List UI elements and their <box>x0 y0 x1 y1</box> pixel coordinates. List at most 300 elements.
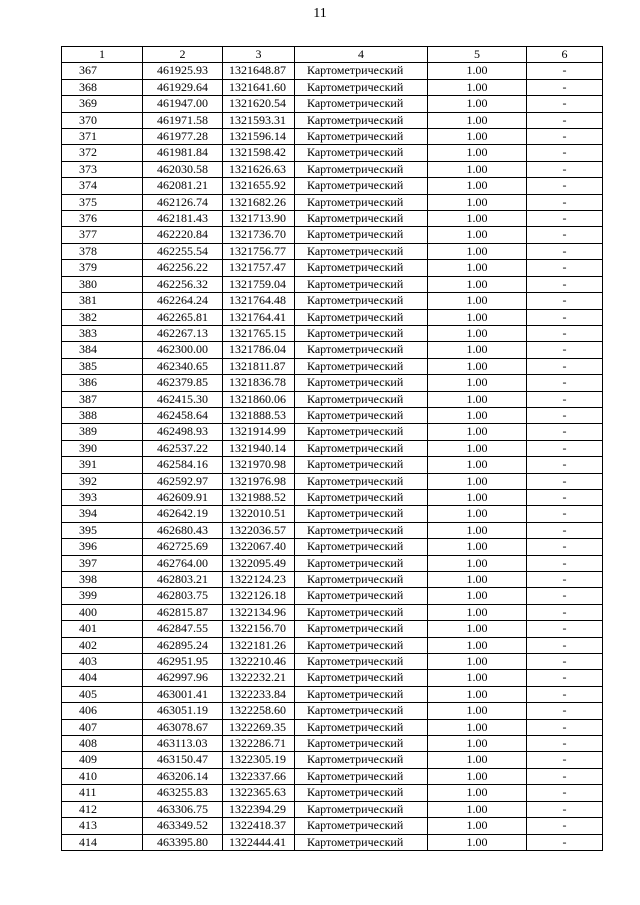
point-number-cell: 410 <box>62 768 143 784</box>
x-coordinate-cell: 462030.58 <box>143 161 223 177</box>
x-coordinate-cell: 462584.16 <box>143 457 223 473</box>
point-number-cell: 407 <box>62 719 143 735</box>
x-coordinate-cell: 462126.74 <box>143 194 223 210</box>
y-coordinate-cell: 1321940.14 <box>223 440 295 456</box>
accuracy-cell: 1.00 <box>428 506 527 522</box>
x-coordinate-cell: 461947.00 <box>143 96 223 112</box>
point-number-cell: 373 <box>62 161 143 177</box>
x-coordinate-cell: 462803.21 <box>143 572 223 588</box>
accuracy-cell: 1.00 <box>428 555 527 571</box>
accuracy-cell: 1.00 <box>428 407 527 423</box>
method-cell: Картометрический <box>295 654 428 670</box>
y-coordinate-cell: 1322126.18 <box>223 588 295 604</box>
method-cell: Картометрический <box>295 489 428 505</box>
x-coordinate-cell: 463306.75 <box>143 801 223 817</box>
method-cell: Картометрический <box>295 309 428 325</box>
note-cell: - <box>527 489 603 505</box>
point-number-cell: 398 <box>62 572 143 588</box>
page-number: 11 <box>313 6 327 21</box>
note-cell: - <box>527 424 603 440</box>
accuracy-cell: 1.00 <box>428 276 527 292</box>
y-coordinate-cell: 1322067.40 <box>223 539 295 555</box>
point-number-cell: 379 <box>62 260 143 276</box>
method-cell: Картометрический <box>295 440 428 456</box>
table-row <box>62 309 603 325</box>
table-row <box>62 325 603 341</box>
y-coordinate-cell: 1321641.60 <box>223 79 295 95</box>
accuracy-cell: 1.00 <box>428 358 527 374</box>
accuracy-cell: 1.00 <box>428 768 527 784</box>
table-row <box>62 129 603 145</box>
y-coordinate-cell: 1321786.04 <box>223 342 295 358</box>
point-number-cell: 403 <box>62 654 143 670</box>
table-row <box>62 489 603 505</box>
table-row <box>62 243 603 259</box>
point-number-cell: 397 <box>62 555 143 571</box>
table-row <box>62 637 603 653</box>
method-cell: Картометрический <box>295 243 428 259</box>
y-coordinate-cell: 1321756.77 <box>223 243 295 259</box>
table-row <box>62 785 603 801</box>
note-cell: - <box>527 211 603 227</box>
accuracy-cell: 1.00 <box>428 293 527 309</box>
y-coordinate-cell: 1322269.35 <box>223 719 295 735</box>
table-row <box>62 440 603 456</box>
point-number-cell: 375 <box>62 194 143 210</box>
table-row <box>62 654 603 670</box>
method-cell: Картометрический <box>295 194 428 210</box>
note-cell: - <box>527 375 603 391</box>
table-row <box>62 457 603 473</box>
table-row <box>62 112 603 128</box>
y-coordinate-cell: 1321682.26 <box>223 194 295 210</box>
note-cell: - <box>527 112 603 128</box>
point-number-cell: 368 <box>62 79 143 95</box>
note-cell: - <box>527 555 603 571</box>
point-number-cell: 391 <box>62 457 143 473</box>
table-row <box>62 834 603 850</box>
point-number-cell: 386 <box>62 375 143 391</box>
column-header: 3 <box>223 47 295 63</box>
method-cell: Картометрический <box>295 588 428 604</box>
table-row <box>62 555 603 571</box>
y-coordinate-cell: 1322418.37 <box>223 818 295 834</box>
x-coordinate-cell: 463255.83 <box>143 785 223 801</box>
method-cell: Картометрический <box>295 604 428 620</box>
method-cell: Картометрический <box>295 457 428 473</box>
note-cell: - <box>527 325 603 341</box>
method-cell: Картометрический <box>295 818 428 834</box>
accuracy-cell: 1.00 <box>428 342 527 358</box>
accuracy-cell: 1.00 <box>428 621 527 637</box>
method-cell: Картометрический <box>295 703 428 719</box>
note-cell: - <box>527 145 603 161</box>
y-coordinate-cell: 1322444.41 <box>223 834 295 850</box>
point-number-cell: 409 <box>62 752 143 768</box>
point-number-cell: 389 <box>62 424 143 440</box>
note-cell: - <box>527 293 603 309</box>
accuracy-cell: 1.00 <box>428 63 527 79</box>
x-coordinate-cell: 463349.52 <box>143 818 223 834</box>
x-coordinate-cell: 462181.43 <box>143 211 223 227</box>
method-cell: Картометрический <box>295 539 428 555</box>
note-cell: - <box>527 539 603 555</box>
x-coordinate-cell: 462458.64 <box>143 407 223 423</box>
accuracy-cell: 1.00 <box>428 391 527 407</box>
x-coordinate-cell: 463001.41 <box>143 686 223 702</box>
accuracy-cell: 1.00 <box>428 539 527 555</box>
y-coordinate-cell: 1321596.14 <box>223 129 295 145</box>
method-cell: Картометрический <box>295 227 428 243</box>
y-coordinate-cell: 1322010.51 <box>223 506 295 522</box>
accuracy-cell: 1.00 <box>428 424 527 440</box>
method-cell: Картометрический <box>295 834 428 850</box>
note-cell: - <box>527 473 603 489</box>
method-cell: Картометрический <box>295 325 428 341</box>
method-cell: Картометрический <box>295 293 428 309</box>
table-row <box>62 736 603 752</box>
note-cell: - <box>527 194 603 210</box>
note-cell: - <box>527 752 603 768</box>
table-row <box>62 801 603 817</box>
table-row <box>62 621 603 637</box>
note-cell: - <box>527 309 603 325</box>
accuracy-cell: 1.00 <box>428 604 527 620</box>
column-header: 2 <box>143 47 223 63</box>
x-coordinate-cell: 462847.55 <box>143 621 223 637</box>
note-cell: - <box>527 161 603 177</box>
point-number-cell: 402 <box>62 637 143 653</box>
table-row <box>62 703 603 719</box>
y-coordinate-cell: 1321888.53 <box>223 407 295 423</box>
x-coordinate-cell: 462537.22 <box>143 440 223 456</box>
column-header: 4 <box>295 47 428 63</box>
x-coordinate-cell: 462255.54 <box>143 243 223 259</box>
table-row <box>62 260 603 276</box>
method-cell: Картометрический <box>295 342 428 358</box>
y-coordinate-cell: 1321713.90 <box>223 211 295 227</box>
accuracy-cell: 1.00 <box>428 719 527 735</box>
x-coordinate-cell: 462498.93 <box>143 424 223 440</box>
y-coordinate-cell: 1321759.04 <box>223 276 295 292</box>
accuracy-cell: 1.00 <box>428 670 527 686</box>
accuracy-cell: 1.00 <box>428 637 527 653</box>
method-cell: Картометрический <box>295 768 428 784</box>
point-number-cell: 408 <box>62 736 143 752</box>
table-row <box>62 719 603 735</box>
table-body <box>62 47 603 851</box>
note-cell: - <box>527 670 603 686</box>
table-row <box>62 539 603 555</box>
accuracy-cell: 1.00 <box>428 178 527 194</box>
y-coordinate-cell: 1322232.21 <box>223 670 295 686</box>
method-cell: Картометрический <box>295 63 428 79</box>
point-number-cell: 405 <box>62 686 143 702</box>
table-row <box>62 424 603 440</box>
method-cell: Картометрический <box>295 145 428 161</box>
note-cell: - <box>527 654 603 670</box>
table-row <box>62 604 603 620</box>
x-coordinate-cell: 462256.22 <box>143 260 223 276</box>
x-coordinate-cell: 462609.91 <box>143 489 223 505</box>
note-cell: - <box>527 818 603 834</box>
x-coordinate-cell: 462256.32 <box>143 276 223 292</box>
table-row <box>62 375 603 391</box>
y-coordinate-cell: 1322124.23 <box>223 572 295 588</box>
table-row <box>62 293 603 309</box>
x-coordinate-cell: 462379.85 <box>143 375 223 391</box>
accuracy-cell: 1.00 <box>428 227 527 243</box>
x-coordinate-cell: 463078.67 <box>143 719 223 735</box>
point-number-cell: 395 <box>62 522 143 538</box>
method-cell: Картометрический <box>295 522 428 538</box>
note-cell: - <box>527 260 603 276</box>
y-coordinate-cell: 1322036.57 <box>223 522 295 538</box>
x-coordinate-cell: 462680.43 <box>143 522 223 538</box>
y-coordinate-cell: 1321736.70 <box>223 227 295 243</box>
table-row <box>62 572 603 588</box>
table-row <box>62 407 603 423</box>
note-cell: - <box>527 506 603 522</box>
method-cell: Картометрический <box>295 637 428 653</box>
point-number-cell: 371 <box>62 129 143 145</box>
accuracy-cell: 1.00 <box>428 145 527 161</box>
x-coordinate-cell: 462895.24 <box>143 637 223 653</box>
method-cell: Картометрический <box>295 391 428 407</box>
method-cell: Картометрический <box>295 358 428 374</box>
y-coordinate-cell: 1322337.66 <box>223 768 295 784</box>
y-coordinate-cell: 1321836.78 <box>223 375 295 391</box>
note-cell: - <box>527 407 603 423</box>
y-coordinate-cell: 1322305.19 <box>223 752 295 768</box>
accuracy-cell: 1.00 <box>428 572 527 588</box>
method-cell: Картометрический <box>295 572 428 588</box>
accuracy-cell: 1.00 <box>428 325 527 341</box>
method-cell: Картометрический <box>295 686 428 702</box>
table-row <box>62 227 603 243</box>
note-cell: - <box>527 342 603 358</box>
y-coordinate-cell: 1322156.70 <box>223 621 295 637</box>
method-cell: Картометрический <box>295 178 428 194</box>
accuracy-cell: 1.00 <box>428 243 527 259</box>
point-number-cell: 380 <box>62 276 143 292</box>
point-number-cell: 414 <box>62 834 143 850</box>
point-number-cell: 411 <box>62 785 143 801</box>
y-coordinate-cell: 1321764.48 <box>223 293 295 309</box>
accuracy-cell: 1.00 <box>428 129 527 145</box>
y-coordinate-cell: 1321598.42 <box>223 145 295 161</box>
x-coordinate-cell: 462803.75 <box>143 588 223 604</box>
note-cell: - <box>527 391 603 407</box>
y-coordinate-cell: 1321811.87 <box>223 358 295 374</box>
method-cell: Картометрический <box>295 621 428 637</box>
x-coordinate-cell: 461925.93 <box>143 63 223 79</box>
note-cell: - <box>527 227 603 243</box>
note-cell: - <box>527 637 603 653</box>
accuracy-cell: 1.00 <box>428 96 527 112</box>
accuracy-cell: 1.00 <box>428 801 527 817</box>
y-coordinate-cell: 1322394.29 <box>223 801 295 817</box>
accuracy-cell: 1.00 <box>428 818 527 834</box>
accuracy-cell: 1.00 <box>428 211 527 227</box>
y-coordinate-cell: 1322365.63 <box>223 785 295 801</box>
y-coordinate-cell: 1321860.06 <box>223 391 295 407</box>
table-row <box>62 391 603 407</box>
point-number-cell: 381 <box>62 293 143 309</box>
point-number-cell: 377 <box>62 227 143 243</box>
note-cell: - <box>527 768 603 784</box>
note-cell: - <box>527 785 603 801</box>
method-cell: Картометрический <box>295 96 428 112</box>
method-cell: Картометрический <box>295 670 428 686</box>
accuracy-cell: 1.00 <box>428 161 527 177</box>
method-cell: Картометрический <box>295 473 428 489</box>
x-coordinate-cell: 462220.84 <box>143 227 223 243</box>
note-cell: - <box>527 522 603 538</box>
y-coordinate-cell: 1322233.84 <box>223 686 295 702</box>
x-coordinate-cell: 462997.96 <box>143 670 223 686</box>
note-cell: - <box>527 276 603 292</box>
table-row <box>62 473 603 489</box>
note-cell: - <box>527 736 603 752</box>
x-coordinate-cell: 462764.00 <box>143 555 223 571</box>
y-coordinate-cell: 1322095.49 <box>223 555 295 571</box>
accuracy-cell: 1.00 <box>428 752 527 768</box>
x-coordinate-cell: 462951.95 <box>143 654 223 670</box>
y-coordinate-cell: 1322181.26 <box>223 637 295 653</box>
note-cell: - <box>527 604 603 620</box>
accuracy-cell: 1.00 <box>428 489 527 505</box>
note-cell: - <box>527 440 603 456</box>
y-coordinate-cell: 1322210.46 <box>223 654 295 670</box>
x-coordinate-cell: 462264.24 <box>143 293 223 309</box>
y-coordinate-cell: 1321988.52 <box>223 489 295 505</box>
table-row <box>62 211 603 227</box>
note-cell: - <box>527 457 603 473</box>
x-coordinate-cell: 462340.65 <box>143 358 223 374</box>
note-cell: - <box>527 834 603 850</box>
method-cell: Картометрический <box>295 407 428 423</box>
table-row <box>62 145 603 161</box>
point-number-cell: 396 <box>62 539 143 555</box>
accuracy-cell: 1.00 <box>428 703 527 719</box>
accuracy-cell: 1.00 <box>428 736 527 752</box>
table-row <box>62 358 603 374</box>
point-number-cell: 390 <box>62 440 143 456</box>
table-row <box>62 768 603 784</box>
point-number-cell: 400 <box>62 604 143 620</box>
y-coordinate-cell: 1322286.71 <box>223 736 295 752</box>
y-coordinate-cell: 1322134.96 <box>223 604 295 620</box>
accuracy-cell: 1.00 <box>428 588 527 604</box>
method-cell: Картометрический <box>295 260 428 276</box>
column-header: 6 <box>527 47 603 63</box>
method-cell: Картометрический <box>295 375 428 391</box>
table-row <box>62 96 603 112</box>
x-coordinate-cell: 462300.00 <box>143 342 223 358</box>
x-coordinate-cell: 462265.81 <box>143 309 223 325</box>
method-cell: Картометрический <box>295 506 428 522</box>
point-number-cell: 399 <box>62 588 143 604</box>
point-number-cell: 401 <box>62 621 143 637</box>
y-coordinate-cell: 1321757.47 <box>223 260 295 276</box>
method-cell: Картометрический <box>295 801 428 817</box>
accuracy-cell: 1.00 <box>428 522 527 538</box>
table-row <box>62 342 603 358</box>
x-coordinate-cell: 461977.28 <box>143 129 223 145</box>
y-coordinate-cell: 1321764.41 <box>223 309 295 325</box>
column-header: 1 <box>62 47 143 63</box>
x-coordinate-cell: 461981.84 <box>143 145 223 161</box>
note-cell: - <box>527 96 603 112</box>
note-cell: - <box>527 719 603 735</box>
accuracy-cell: 1.00 <box>428 194 527 210</box>
accuracy-cell: 1.00 <box>428 785 527 801</box>
y-coordinate-cell: 1321620.54 <box>223 96 295 112</box>
method-cell: Картометрический <box>295 736 428 752</box>
y-coordinate-cell: 1321765.15 <box>223 325 295 341</box>
x-coordinate-cell: 462592.97 <box>143 473 223 489</box>
point-number-cell: 406 <box>62 703 143 719</box>
table-row <box>62 63 603 79</box>
point-number-cell: 370 <box>62 112 143 128</box>
point-number-cell: 374 <box>62 178 143 194</box>
accuracy-cell: 1.00 <box>428 375 527 391</box>
point-number-cell: 394 <box>62 506 143 522</box>
table-row <box>62 818 603 834</box>
method-cell: Картометрический <box>295 79 428 95</box>
note-cell: - <box>527 129 603 145</box>
table-row <box>62 686 603 702</box>
table-row <box>62 79 603 95</box>
x-coordinate-cell: 463150.47 <box>143 752 223 768</box>
x-coordinate-cell: 463113.03 <box>143 736 223 752</box>
point-number-cell: 387 <box>62 391 143 407</box>
y-coordinate-cell: 1322258.60 <box>223 703 295 719</box>
table-row <box>62 588 603 604</box>
table-row <box>62 506 603 522</box>
method-cell: Картометрический <box>295 211 428 227</box>
x-coordinate-cell: 462725.69 <box>143 539 223 555</box>
y-coordinate-cell: 1321976.98 <box>223 473 295 489</box>
method-cell: Картометрический <box>295 785 428 801</box>
y-coordinate-cell: 1321626.63 <box>223 161 295 177</box>
method-cell: Картометрический <box>295 161 428 177</box>
accuracy-cell: 1.00 <box>428 309 527 325</box>
y-coordinate-cell: 1321655.92 <box>223 178 295 194</box>
note-cell: - <box>527 588 603 604</box>
point-number-cell: 385 <box>62 358 143 374</box>
table-row <box>62 670 603 686</box>
table-row <box>62 752 603 768</box>
point-number-cell: 383 <box>62 325 143 341</box>
note-cell: - <box>527 178 603 194</box>
x-coordinate-cell: 461929.64 <box>143 79 223 95</box>
accuracy-cell: 1.00 <box>428 473 527 489</box>
y-coordinate-cell: 1321648.87 <box>223 63 295 79</box>
x-coordinate-cell: 462815.87 <box>143 604 223 620</box>
x-coordinate-cell: 463395.80 <box>143 834 223 850</box>
table-row <box>62 161 603 177</box>
point-number-cell: 413 <box>62 818 143 834</box>
table-row <box>62 522 603 538</box>
table-row <box>62 178 603 194</box>
point-number-cell: 404 <box>62 670 143 686</box>
note-cell: - <box>527 358 603 374</box>
method-cell: Картометрический <box>295 129 428 145</box>
note-cell: - <box>527 801 603 817</box>
point-number-cell: 372 <box>62 145 143 161</box>
